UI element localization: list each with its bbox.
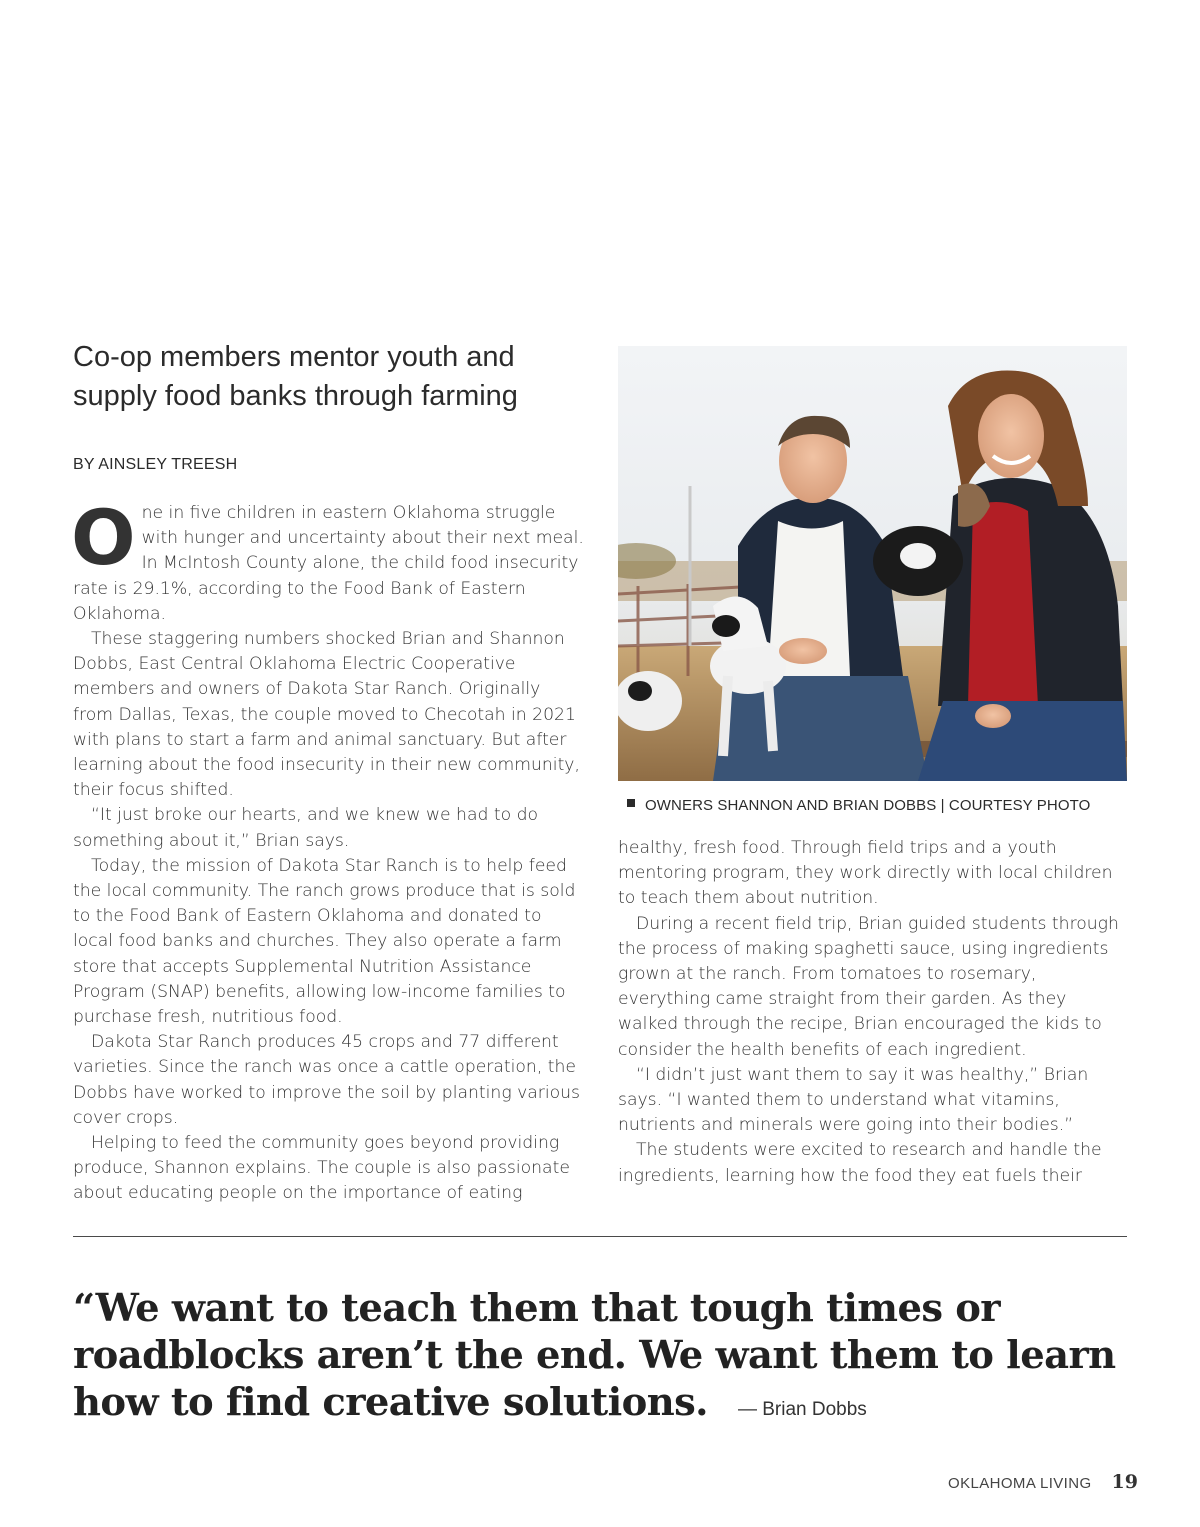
article-paragraph: Helping to feed the community goes beyond providing produce, Shannon explains. The couple is also passionate about educating people on the importance of eating <box>73 1133 570 1204</box>
pull-quote-text: “We want to teach them that tough times or roadblocks aren’t the end. We want them to learn how to find creative solutions. <box>73 1286 1116 1425</box>
article-paragraph: Today, the mission of Dakota Star Ranch is to help feed the local community. The ranch grows produce that is sold to the Food Bank of Eastern Oklahoma and donated to local food banks and churches. They also operate a farm store that accepts Supplemental Nutrition Assistance Program (SNAP) benefits, allowing low-income families to purchase fresh, nutritious food. <box>73 855 576 1028</box>
byline: BY AINSLEY TREESH <box>73 456 238 473</box>
article-paragraph <box>71 493 585 627</box>
photo-caption <box>627 797 1090 815</box>
drop-cap: O <box>71 493 136 582</box>
article-headline: Co-op members mentor youth and supply food banks through farming <box>73 341 518 412</box>
page-number: 19 <box>1111 1471 1138 1493</box>
article-column-right <box>618 836 1130 1189</box>
caption-bullet-icon <box>627 799 635 807</box>
article-paragraph: During a recent field trip, Brian guided students through the process of making spaghetti sauce, using ingredients grown at the ranch. From tomatoes to rosemary, everything came straight from their garden. As they walked through the recipe, Brian encouraged the kids to consider the health benefits of each ingredient. <box>618 913 1119 1060</box>
article-column-left <box>71 493 585 1207</box>
article-paragraph: These staggering numbers shocked Brian and Shannon Dobbs, East Central Oklahoma Electric Cooperative members and owners of Dakota Star Ranch. Originally from Dallas, Texas, the couple moved to Checotah in 2021 with plans to start a farm and animal sanctuary. But after learning about the food insecurity in their new community, their focus shifted. <box>73 629 580 801</box>
caption-text: OWNERS SHANNON AND BRIAN DOBBS | COURTESY PHOTO <box>645 797 1091 814</box>
divider <box>73 1236 1127 1237</box>
article-paragraph: healthy, fresh food. Through field trips and a youth mentoring program, they work directly with local children to teach them about nutrition. <box>618 838 1113 909</box>
pull-quote-attribution: — Brian Dobbs <box>737 1399 867 1420</box>
paragraph-text: ne in five children in eastern Oklahoma struggle with hunger and uncertainty about their next meal. In McIntosh County alone, the child food insecurity rate is 29.1%, according to the Food Bank of Eastern Oklahoma. <box>73 503 584 624</box>
owners-photo <box>618 346 1127 781</box>
article-paragraph: The students were excited to research and handle the ingredients, learning how the food they eat fuels their <box>618 1140 1102 1186</box>
page-footer <box>948 1471 1138 1493</box>
magazine-name: OKLAHOMA LIVING <box>948 1475 1092 1492</box>
article-paragraph: “I didn’t just want them to say it was healthy,” Brian says. “I wanted them to understand what vitamins, nutrients and minerals were going into their bodies.” <box>618 1064 1089 1136</box>
pull-quote <box>73 1285 1133 1433</box>
article-paragraph: Dakota Star Ranch produces 45 crops and 77 different varieties. Since the ranch was once a cattle operation, the Dobbs have worked to improve the soil by planting various cover crops. <box>73 1032 581 1128</box>
article-paragraph: “It just broke our hearts, and we knew we had to do something about it,” Brian says. <box>73 805 538 851</box>
